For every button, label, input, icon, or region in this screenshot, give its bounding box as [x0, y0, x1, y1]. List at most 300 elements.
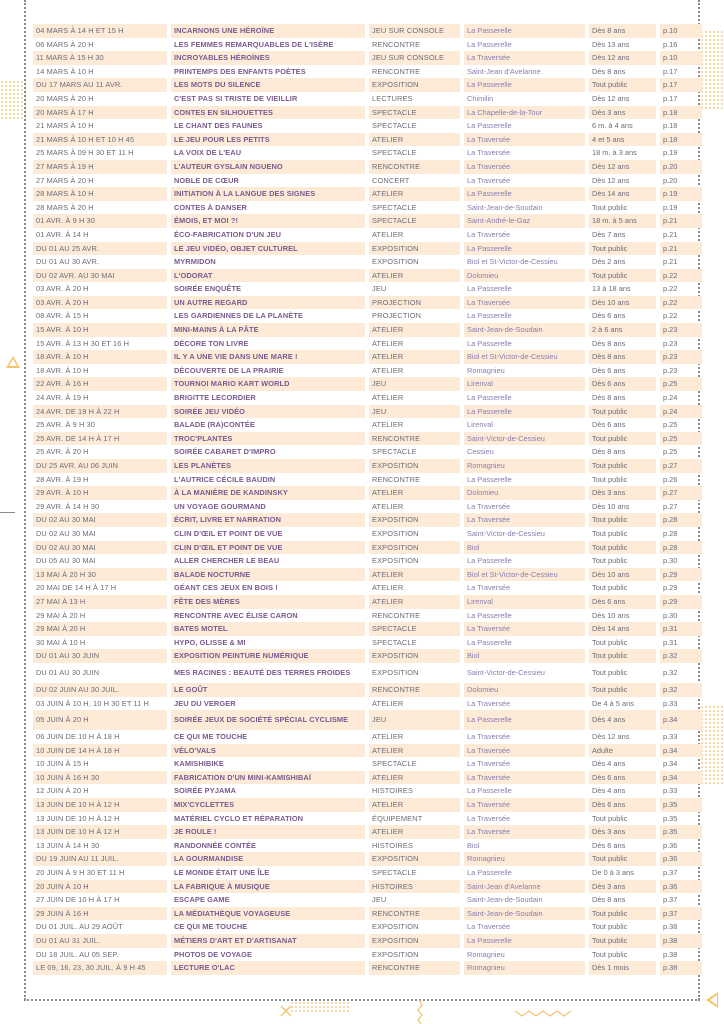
event-title: CE QUI ME TOUCHE: [174, 922, 248, 932]
event-place: La Passerelle: [467, 311, 512, 321]
event-page: p.19: [663, 148, 678, 158]
event-type: ATELIER: [369, 269, 460, 283]
event-date: 20 MARS À 20 H: [36, 93, 94, 103]
event-date: 30 MAI À 10 H: [36, 637, 86, 647]
event-page: p.37: [663, 868, 678, 878]
event-date: 15 AVR. À 13 H 30 ET 16 H: [36, 338, 130, 348]
event-place: La Passerelle: [464, 242, 585, 256]
event-title: BRIGITTE LECORDIER: [174, 393, 256, 403]
table-row: [33, 771, 685, 785]
event-date: DU 17 MARS AU 11 AVR.: [33, 78, 167, 92]
event-title: SOIRÉE JEUX DE SOCIÉTÉ SPÉCIAL CYCLISME: [171, 710, 365, 730]
event-audience: Dès 8 ans: [592, 447, 626, 457]
event-type: ATELIER: [372, 698, 404, 708]
event-page: p.22: [663, 284, 678, 294]
event-audience: Dès 12 ans: [592, 732, 630, 742]
event-place: Romagnieu: [464, 459, 585, 473]
table-row: [33, 377, 685, 391]
event-title: IL Y A UNE VIE DANS UNE MARE !: [171, 350, 365, 364]
event-date: 13 JUIN DE 10 H À 12 H: [36, 813, 120, 823]
event-date: 08 AVR. À 15 H: [36, 311, 89, 321]
event-type: ATELIER: [372, 229, 404, 239]
event-place: Biol et St-Victor-de-Cessieu: [467, 257, 558, 267]
event-audience: 18 m. à 3 ans: [592, 148, 637, 158]
event-audience: Dès 12 ans: [589, 160, 656, 174]
table-row: [33, 710, 685, 730]
event-title: BALADE NOCTURNE: [171, 568, 365, 582]
event-audience: Dès 6 ans: [592, 420, 626, 430]
event-date: DU 01 AU 25 AVR.: [33, 242, 167, 256]
event-place: Saint-Jean-de-Soudain: [464, 907, 585, 921]
event-page: p.25: [663, 447, 678, 457]
event-place: La Traversée: [467, 922, 511, 932]
event-place: La Chapelle-de-la-Tour: [464, 106, 585, 120]
dotted-frame-bottom: [24, 999, 700, 1001]
event-type: EXPOSITION: [372, 556, 419, 566]
event-place: La Traversée: [467, 148, 511, 158]
event-audience: Dès 6 ans: [589, 377, 656, 391]
event-type: ATELIER: [369, 744, 460, 758]
event-date: 24 AVR. À 19 H: [36, 393, 89, 403]
table-row: [33, 649, 685, 663]
event-place: La Passerelle: [467, 121, 512, 131]
event-place: Saint-Victor-de-Cessieu: [467, 668, 545, 678]
event-type: SPECTACLE: [372, 447, 417, 457]
event-title: EXPOSITION PEINTURE NUMÉRIQUE: [171, 649, 365, 663]
event-title: RANDONNÉE CONTÉE: [174, 840, 257, 850]
event-date: 21 MARS À 10 H: [36, 121, 94, 131]
table-row: [33, 784, 685, 798]
event-page: p.32: [663, 668, 678, 678]
event-page: p.22: [660, 269, 702, 283]
event-type: EXPOSITION: [372, 528, 419, 538]
event-place: La Passerelle: [464, 710, 585, 730]
event-audience: Dès 12 ans: [589, 51, 656, 65]
event-title: LES GARDIENNES DE LA PLANÈTE: [174, 311, 303, 321]
event-title: L'AUTRICE CÉCILE BAUDIN: [174, 474, 276, 484]
table-row: [33, 568, 685, 582]
table-row: [33, 405, 685, 419]
event-place: Dolomieu: [464, 486, 585, 500]
event-type: SPECTACLE: [372, 637, 417, 647]
event-page: p.33: [663, 786, 678, 796]
dot-pattern-right: [700, 705, 724, 785]
event-type: RENCONTRE: [372, 39, 421, 49]
event-type: ATELIER: [369, 595, 460, 609]
event-type: HISTOIRES: [369, 880, 460, 894]
event-date: 28 MARS À 20 H: [36, 202, 94, 212]
event-place: La Passerelle: [467, 284, 512, 294]
event-audience: Dès 6 ans: [589, 798, 656, 812]
event-page: p.18: [663, 121, 678, 131]
event-audience: Dès 8 ans: [592, 393, 626, 403]
event-title: LE MONDE ÉTAIT UNE ÎLE: [174, 868, 270, 878]
event-page: p.21: [663, 229, 678, 239]
event-audience: Dès 6 ans: [589, 771, 656, 785]
event-date: 18 AVR. À 10 H: [33, 350, 167, 364]
table-row: [33, 51, 685, 65]
event-page: p.23: [663, 365, 678, 375]
table-row: [33, 473, 685, 487]
event-place: La Passerelle: [467, 39, 512, 49]
event-page: p.32: [660, 649, 702, 663]
event-type: SPECTACLE: [372, 121, 417, 131]
table-row: [33, 798, 685, 812]
cross-decor-icon: [279, 1004, 293, 1018]
event-date: 27 JUIN DE 10 H À 17 H: [36, 895, 120, 905]
event-place: La Traversée: [464, 744, 585, 758]
table-row: [33, 269, 685, 283]
event-title: MATÉRIEL CYCLO ET RÉPARATION: [174, 813, 304, 823]
event-title: NOBLE DE CŒUR: [174, 175, 239, 185]
event-type: HISTOIRES: [372, 840, 414, 850]
event-page: p.22: [663, 311, 678, 321]
table-row: [33, 744, 685, 758]
table-row: [33, 622, 685, 636]
event-audience: Tout public: [592, 528, 628, 538]
event-title: L'ODORAT: [171, 269, 365, 283]
table-row: [33, 757, 685, 771]
event-title: PRINTEMPS DES ENFANTS POÈTES: [174, 66, 306, 76]
event-place: Saint-Victor-de-Cessieu: [467, 528, 545, 538]
event-date: 27 MARS À 19 H: [33, 160, 167, 174]
event-place: La Passerelle: [467, 637, 512, 647]
table-row: [33, 697, 685, 711]
event-title: FÊTE DES MÈRES: [171, 595, 365, 609]
table-row: [33, 350, 685, 364]
event-place: La Traversée: [467, 813, 511, 823]
event-page: p.34: [660, 710, 702, 730]
event-place: La Passerelle: [464, 187, 585, 201]
event-audience: Dès 3 ans: [589, 106, 656, 120]
event-type: EXPOSITION: [369, 934, 460, 948]
event-page: p.23: [660, 323, 702, 337]
event-type: JEU: [369, 377, 460, 391]
event-place: La Traversée: [467, 175, 511, 185]
event-audience: Dès 8 ans: [589, 350, 656, 364]
event-date: 25 AVR. À 9 H 30: [36, 420, 95, 430]
event-audience: De 0 à 3 ans: [592, 868, 634, 878]
event-page: p.29: [663, 583, 678, 593]
dot-pattern-top-left: [0, 80, 26, 120]
event-audience: 4 et 5 ans: [589, 133, 656, 147]
event-audience: Tout public: [589, 683, 656, 697]
event-page: p.21: [663, 257, 678, 267]
event-place: La Traversée: [467, 759, 511, 769]
event-date: 10 JUIN À 16 H 30: [33, 771, 167, 785]
event-type: SPECTACLE: [369, 214, 460, 228]
event-type: EXPOSITION: [369, 242, 460, 256]
event-type: RENCONTRE: [372, 474, 421, 484]
event-title: LE GOÛT: [171, 683, 365, 697]
event-place: Lirenval: [464, 595, 585, 609]
table-row: [33, 609, 685, 623]
event-audience: Dès 1 mois: [589, 961, 656, 975]
event-page: p.29: [660, 595, 702, 609]
table-row: [33, 445, 685, 459]
event-date: 03 JUIN À 10 H, 10 H 30 ET 11 H: [36, 698, 149, 708]
event-page: p.16: [663, 39, 678, 49]
event-title: CLIN D'ŒIL ET POINT DE VUE: [174, 528, 283, 538]
table-row: [33, 418, 685, 432]
event-audience: Tout public: [592, 813, 628, 823]
event-date: 28 MARS À 10 H: [33, 187, 167, 201]
event-page: p.34: [660, 771, 702, 785]
event-audience: Tout public: [589, 907, 656, 921]
event-audience: Dès 6 ans: [592, 840, 626, 850]
table-row: [33, 663, 685, 683]
event-page: p.23: [663, 338, 678, 348]
table-row: [33, 961, 685, 975]
event-place: La Traversée: [464, 51, 585, 65]
table-row: [33, 323, 685, 337]
table-row: [33, 78, 685, 92]
event-type: ATELIER: [369, 825, 460, 839]
table-row: [33, 214, 685, 228]
table-row: [33, 500, 685, 514]
event-type: JEU SUR CONSOLE: [369, 24, 460, 38]
table-row: [33, 513, 685, 527]
event-page: p.17: [660, 78, 702, 92]
event-date: 06 JUIN DE 10 H À 18 H: [36, 732, 120, 742]
event-type: ATELIER: [369, 187, 460, 201]
event-date: 20 JUIN À 10 H: [33, 880, 167, 894]
event-audience: 13 à 18 ans: [592, 284, 631, 294]
event-audience: Tout public: [589, 459, 656, 473]
event-place: Biol et St-Victor-de-Cessieu: [464, 350, 585, 364]
event-page: p.17: [663, 66, 678, 76]
event-type: EXPOSITION: [372, 668, 419, 678]
table-row: [33, 636, 685, 650]
event-title: ESCAPE GAME: [174, 895, 230, 905]
event-type: EXPOSITION: [372, 922, 419, 932]
event-place: La Passerelle: [467, 338, 512, 348]
event-place: La Passerelle: [464, 78, 585, 92]
event-page: p.26: [663, 474, 678, 484]
table-row: [33, 581, 685, 595]
event-title: JEU DU VERGER: [174, 698, 236, 708]
event-type: SPECTACLE: [372, 759, 417, 769]
event-type: RENCONTRE: [369, 907, 460, 921]
table-row: [33, 391, 685, 405]
table-row: [33, 527, 685, 541]
event-date: 29 MAI À 20 H: [33, 622, 167, 636]
event-page: p.38: [660, 961, 702, 975]
event-type: JEU: [372, 895, 387, 905]
event-place: La Passerelle: [467, 786, 512, 796]
event-type: SPECTACLE: [372, 148, 417, 158]
event-page: p.10: [660, 51, 702, 65]
event-date: DU 02 AU 30 MAI: [33, 513, 167, 527]
event-title: ALLER CHERCHER LE BEAU: [174, 556, 280, 566]
table-row: [33, 730, 685, 744]
event-type: SPECTACLE: [372, 202, 417, 212]
event-place: La Passerelle: [467, 556, 512, 566]
event-date: DU 02 AVR. AU 30 MAI: [33, 269, 167, 283]
table-row: [33, 337, 685, 351]
event-type: ATELIER: [372, 501, 404, 511]
event-page: p.27: [660, 486, 702, 500]
event-audience: Dès 4 ans: [589, 710, 656, 730]
event-page: p.22: [660, 296, 702, 310]
event-audience: 2 à 6 ans: [589, 323, 656, 337]
event-date: 29 MAI À 20 H: [36, 610, 86, 620]
event-title: CE QUI ME TOUCHE: [174, 732, 248, 742]
event-date: DU 18 JUIL. AU 05 SEP.: [36, 949, 119, 959]
event-title: DÉCOUVERTE DE LA PRAIRIE: [174, 365, 284, 375]
table-row: [33, 852, 685, 866]
table-row: [33, 595, 685, 609]
event-title: À LA MANIÈRE DE KANDINSKY: [171, 486, 365, 500]
event-page: p.25: [660, 432, 702, 446]
event-page: p.17: [663, 93, 678, 103]
event-date: 29 JUIN À 16 H: [33, 907, 167, 921]
event-date: DU 01 AU 31 JUIL.: [33, 934, 167, 948]
table-row: [33, 825, 685, 839]
event-audience: Tout public: [592, 668, 628, 678]
table-row: [33, 187, 685, 201]
table-row: [33, 920, 685, 934]
event-type: LECTURES: [372, 93, 413, 103]
event-audience: Tout public: [589, 242, 656, 256]
event-title: TROC'PLANTES: [171, 432, 365, 446]
table-row: [33, 459, 685, 473]
event-type: EXPOSITION: [369, 459, 460, 473]
event-page: p.29: [660, 568, 702, 582]
event-type: SPECTACLE: [369, 106, 460, 120]
triangle-decor-icon: [6, 356, 20, 368]
event-date: 05 JUIN À 20 H: [33, 710, 167, 730]
event-date: 01 AVR. À 14 H: [36, 229, 89, 239]
event-type: EXPOSITION: [372, 949, 419, 959]
event-type: SPECTACLE: [372, 868, 417, 878]
event-date: 13 JUIN À 14 H 30: [36, 840, 100, 850]
event-date: 27 MARS À 20 H: [36, 175, 94, 185]
event-audience: Dès 8 ans: [592, 66, 626, 76]
event-type: EXPOSITION: [372, 257, 419, 267]
event-type: JEU SUR CONSOLE: [369, 51, 460, 65]
event-audience: Dès 10 ans: [589, 296, 656, 310]
event-place: La Traversée: [464, 133, 585, 147]
event-date: 27 MAI À 13 H: [33, 595, 167, 609]
event-page: p.36: [660, 880, 702, 894]
event-title: GÉANT CES JEUX EN BOIS !: [174, 583, 278, 593]
event-page: p.37: [660, 907, 702, 921]
table-row: [33, 296, 685, 310]
event-date: DU 01 AU 30 JUIN: [36, 668, 100, 678]
table-row: [33, 683, 685, 697]
event-page: p.38: [663, 949, 678, 959]
event-place: La Traversée: [464, 798, 585, 812]
event-place: Romagnieu: [467, 365, 505, 375]
event-place: Biol: [464, 541, 585, 555]
event-audience: Dès 12 ans: [592, 93, 630, 103]
event-type: CONCERT: [372, 175, 410, 185]
event-place: La Traversée: [467, 583, 511, 593]
event-page: p.28: [660, 513, 702, 527]
event-title: MES RACINES : BEAUTÉ DES TERRES FROIDES: [174, 668, 351, 678]
event-page: p.27: [663, 501, 678, 511]
event-place: Cessieu: [467, 447, 494, 457]
event-place: La Passerelle: [464, 405, 585, 419]
squiggle-vertical-icon: [415, 1000, 425, 1024]
event-title: MIX'CYCLETTES: [171, 798, 365, 812]
event-page: p.21: [660, 242, 702, 256]
event-title: UN AUTRE REGARD: [171, 296, 365, 310]
event-date: 03 AVR. À 20 H: [33, 296, 167, 310]
event-place: La Passerelle: [464, 934, 585, 948]
event-place: Saint-André-le-Gaz: [464, 214, 585, 228]
event-audience: Dès 6 ans: [592, 311, 626, 321]
event-title: MYRMIDON: [174, 257, 216, 267]
event-type: HISTOIRES: [372, 786, 414, 796]
table-row: [33, 893, 685, 907]
event-audience: Tout public: [592, 949, 628, 959]
event-date: DU 02 JUIN AU 30 JUIL.: [33, 683, 167, 697]
table-row: [33, 106, 685, 120]
event-audience: Tout public: [589, 649, 656, 663]
event-page: p.31: [660, 622, 702, 636]
event-title: FABRICATION D'UN MINI-KAMISHIBAÏ: [171, 771, 365, 785]
event-page: p.37: [663, 895, 678, 905]
event-date: LE 09, 16, 23, 30 JUIL. À 9 H 45: [33, 961, 167, 975]
event-date: 29 AVR. À 14 H 30: [36, 501, 100, 511]
event-audience: Dès 4 ans: [592, 786, 626, 796]
table-row: [33, 364, 685, 378]
event-audience: Dès 6 ans: [592, 365, 626, 375]
event-type: PROJECTION: [372, 311, 422, 321]
event-page: p.34: [660, 744, 702, 758]
event-place: La Traversée: [464, 622, 585, 636]
event-title: LES MOTS DU SILENCE: [171, 78, 365, 92]
event-page: p.34: [663, 759, 678, 769]
event-audience: Dès 10 ans: [592, 610, 630, 620]
event-title: UN VOYAGE GOURMAND: [174, 501, 266, 511]
event-audience: Dès 3 ans: [589, 825, 656, 839]
event-audience: Dès 13 ans: [592, 39, 630, 49]
event-page: p.28: [660, 541, 702, 555]
event-page: p.18: [660, 133, 702, 147]
triangle-decor-right-icon: [706, 992, 718, 1008]
event-place: La Traversée: [467, 501, 511, 511]
event-title: LA GOURMANDISE: [171, 852, 365, 866]
event-audience: Tout public: [589, 78, 656, 92]
event-page: p.35: [660, 825, 702, 839]
event-title: LA FABRIQUE À MUSIQUE: [171, 880, 365, 894]
event-audience: Tout public: [589, 541, 656, 555]
event-date: 20 JUIN À 9 H 30 ET 11 H: [36, 868, 125, 878]
event-title: LE JEU POUR LES PETITS: [171, 133, 365, 147]
table-row: [33, 133, 685, 147]
event-date: 01 AVR. À 9 H 30: [33, 214, 167, 228]
event-audience: Dès 10 ans: [589, 568, 656, 582]
event-place: Dolomieu: [464, 683, 585, 697]
event-title: PHOTOS DE VOYAGE: [174, 949, 252, 959]
table-row: [33, 866, 685, 880]
event-place: La Traversée: [467, 698, 511, 708]
table-row: [33, 160, 685, 174]
event-page: p.36: [663, 840, 678, 850]
event-date: 25 AVR. DE 14 H À 17 H: [33, 432, 167, 446]
table-row: [33, 146, 685, 160]
event-place: Biol: [464, 649, 585, 663]
event-type: RENCONTRE: [369, 961, 460, 975]
event-page: p.23: [660, 350, 702, 364]
table-row: [33, 119, 685, 133]
event-date: 24 AVR. DE 19 H À 22 H: [33, 405, 167, 419]
event-date: 04 MARS À 14 H ET 15 H: [33, 24, 167, 38]
table-row: [33, 948, 685, 962]
